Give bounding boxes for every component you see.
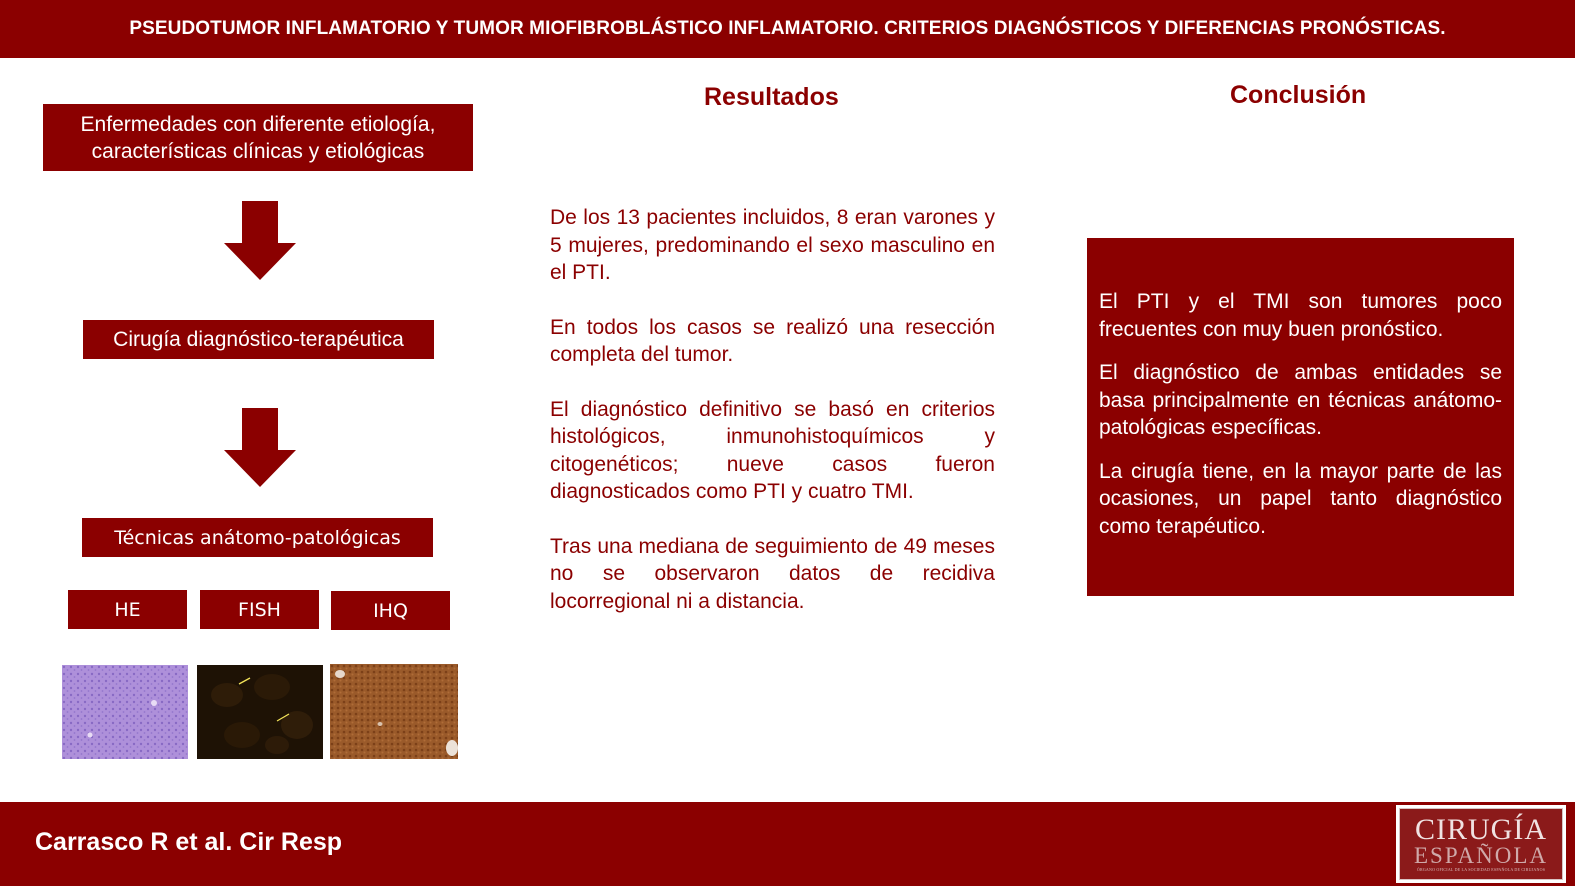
technique-he-label: HE [114, 598, 141, 621]
conclusion-paragraph: La cirugía tiene, en la mayor parte de las ocasiones, un papel tanto diagnóstico como terapéutico. [1099, 459, 1502, 538]
logo-line-3: ÓRGANO OFICIAL DE LA SOCIEDAD ESPAÑOLA DE CIRUJANOS [1416, 867, 1546, 872]
down-arrow-icon [224, 201, 296, 281]
results-paragraph: De los 13 pacientes incluidos, 8 eran varones y 5 mujeres, predominando el sexo masculino en el PTI. [550, 206, 995, 284]
technique-fish-label: FISH [238, 598, 281, 621]
journal-logo-mark [1399, 808, 1563, 880]
conclusion-paragraph: El diagnóstico de ambas entidades se basa principalmente en técnicas anátomo-patológicas específicas. [1099, 361, 1502, 439]
flow-box-surgery [83, 320, 434, 359]
he-micrograph-image [62, 665, 188, 759]
fish-micrograph-image [197, 665, 323, 759]
page-header [0, 0, 1575, 58]
results-paragraph: El diagnóstico definitivo se basó en criterios histológicos, inmunohistoquímicos y citogenéticos; nueve casos fueron diagnosticados como PTI y cuatro TMI. [550, 397, 995, 503]
conclusion-paragraph: El PTI y el TMI son tumores poco frecuentes con muy buen pronóstico. [1099, 290, 1502, 341]
flow-box-techniques-text: Técnicas anátomo-patológicas [114, 526, 401, 549]
results-paragraph: Tras una mediana de seguimiento de 49 meses no se observaron datos de recidiva locorregional ni a distancia. [550, 534, 995, 613]
technique-ihq [331, 591, 450, 630]
technique-he [68, 590, 187, 629]
journal-logo [1396, 805, 1566, 883]
flow-box-diseases [43, 104, 473, 171]
results-paragraph: En todos los casos se realizó una resección completa del tumor. [550, 315, 995, 366]
logo-line-2: ESPAÑOLA [1413, 843, 1548, 868]
technique-fish [200, 590, 319, 629]
flow-box-surgery-text: Cirugía diagnóstico-terapéutica [113, 327, 404, 351]
citation: Carrasco R et al. Cir Resp [35, 828, 343, 856]
flow-box-techniques [82, 518, 433, 557]
down-arrow-icon [224, 408, 296, 488]
logo-line-1: CIRUGÍA [1415, 813, 1547, 846]
technique-ihq-label: IHQ [373, 599, 408, 622]
conclusion-title: Conclusión [1230, 81, 1367, 109]
results-title: Resultados [704, 83, 839, 111]
conclusion-box [1087, 238, 1514, 596]
page-title: PSEUDOTUMOR INFLAMATORIO Y TUMOR MIOFIBROBLÁSTICO INFLAMATORIO. CRITERIOS DIAGNÓSTICOS Y DIFERENCIAS PRONÓSTICAS. [129, 18, 1446, 39]
results-text [550, 204, 995, 642]
ihq-micrograph-image [330, 664, 458, 759]
flow-box-diseases-text: Enfermedades con diferente etiología, características clínicas y etiológicas [80, 112, 436, 163]
